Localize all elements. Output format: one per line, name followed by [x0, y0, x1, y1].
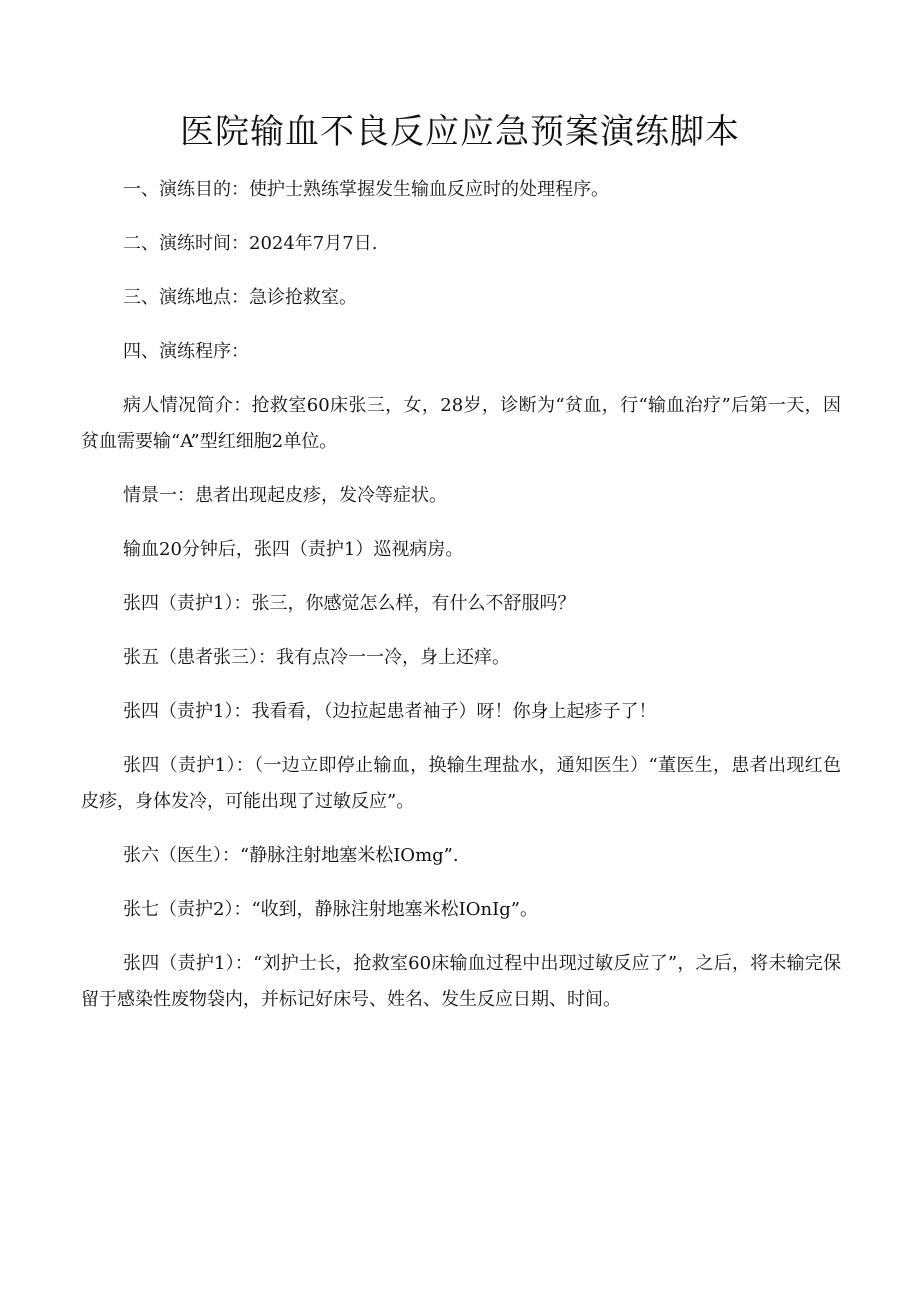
paragraph-ward-round: 输血20分钟后，张四（责护1）巡视病房。 — [123, 539, 464, 560]
paragraph-patient-summary: 病人情况简介：抢救室60床张三，女，28岁，诊断为“贫血，行“输血治疗”后第一天，因贫血需要输“A”型红细胞2单位。 — [81, 395, 841, 452]
dialogue-line: 张七（责护2）：“收到，静脉注射地塞米松IOnIg”。 — [123, 899, 538, 920]
dialogue-line: 张四（责护1）：“刘护士长，抢救室60床输血过程中出现过敏反应了”，之后，将未输完保留于感染性废物袋内，并标记好床号、姓名、发生反应日期、时间。 — [81, 953, 841, 1010]
paragraph-procedure-heading: 四、演练程序： — [123, 341, 249, 362]
dialogue-line: 张四（责护1）：我看看，（边拉起患者袖子）呀！你身上起疹子了！ — [123, 701, 657, 722]
dialogue-line: 张四（责护1）：（一边立即停止输血，换输生理盐水，通知医生）“董医生，患者出现红色皮疹，身体发冷，可能出现了过敏反应”。 — [81, 755, 841, 812]
paragraph-purpose: 一、演练目的：使护士熟练掌握发生输血反应时的处理程序。 — [123, 179, 609, 200]
paragraph-time: 二、演练时间：2024年7月7日. — [123, 233, 378, 254]
paragraph-location: 三、演练地点：急诊抢救室。 — [123, 287, 357, 308]
paragraph-scenario-one: 情景一：患者出现起皮疹，发冷等症状。 — [123, 485, 447, 506]
document-title: 医院输血不良反应应急预案演练脚本 — [180, 112, 740, 152]
document-body — [81, 172, 841, 1036]
dialogue-line: 张四（责护1）：张三，你感觉怎么样，有什么不舒服吗？ — [123, 593, 576, 614]
dialogue-line: 张五（患者张三）：我有点冷一一冷，身上还痒。 — [123, 647, 510, 668]
dialogue-line: 张六（医生）：“静脉注射地塞米松IOmg”. — [123, 845, 459, 866]
